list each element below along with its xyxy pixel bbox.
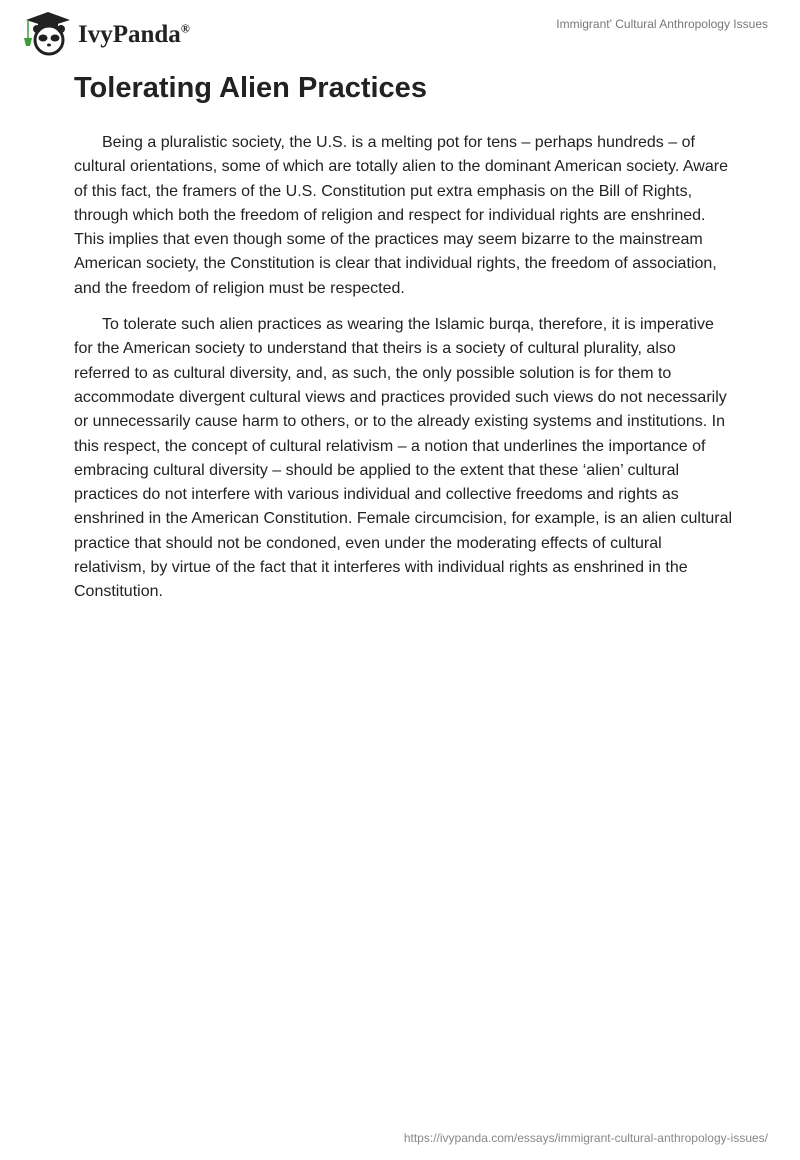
article-body <box>74 131 734 617</box>
brand-name: IvyPanda® <box>78 21 190 48</box>
document-title: Immigrant' Cultural Anthropology Issues <box>556 17 768 31</box>
panda-graduate-icon <box>18 8 74 56</box>
ivypanda-logo[interactable] <box>18 8 190 56</box>
source-url-link[interactable]: https://ivypanda.com/essays/immigrant-cultural-anthropology-issues/ <box>403 1131 768 1145</box>
section-heading: Tolerating Alien Practices <box>74 72 427 104</box>
paragraph: Being a pluralistic society, the U.S. is a melting pot for tens – perhaps hundreds – of cultural orientations, some of which are totally alien to the dominant American society. Aware of this fact, the framers of the U.S. Constitution put extra emphasis on the Bill of Rights, through which both the freedom of religion and respect for individual rights are enshrined. This implies that even though some of the practices may seem bizarre to the mainstream American society, the Constitution is clear that individual rights, the freedom of association, and the freedom of religion must be respected. <box>74 134 728 297</box>
paragraph: To tolerate such alien practices as wearing the Islamic burqa, therefore, it is imperative for the American society to understand that theirs is a society of cultural plurality, also referred to as cultural diversity, and, as such, the only possible solution is for them to accommodate divergent cultural views and practices provided such views do not necessarily or unnecessarily cause harm to others, or to the already existing systems and institutions. In this respect, the concept of cultural relativism – a notion that underlines the importance of embracing cultural diversity – should be applied to the extent that these ‘alien’ cultural practices do not interfere with various individual and collective freedoms and rights as enshrined in the American Constitution. Female circumcision, for example, is an alien cultural practice that should not be condoned, even under the moderating effects of cultural relativism, by virtue of the fact that it interferes with individual rights as enshrined in the Constitution. <box>74 316 733 601</box>
